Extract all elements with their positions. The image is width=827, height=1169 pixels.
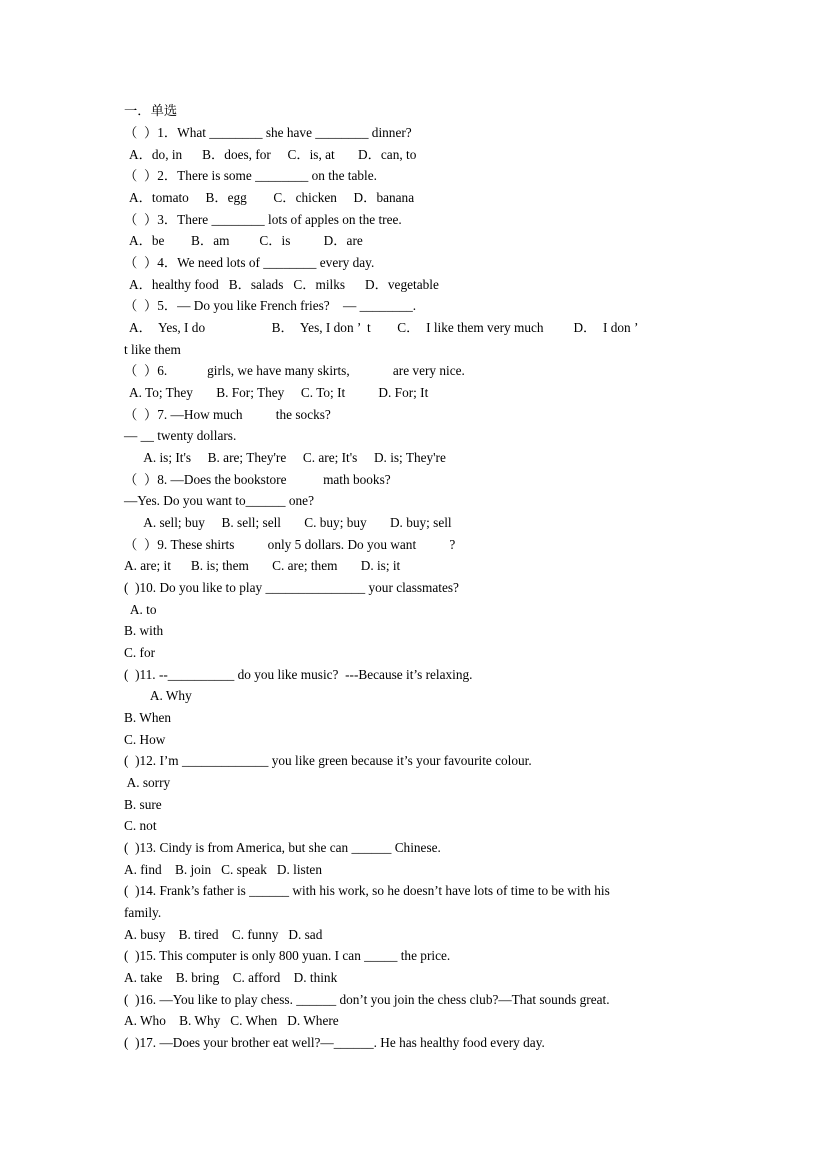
question-line: ( )16. —You like to play chess. ______ don’t you join the chess club?—That sounds great. [124, 992, 610, 1007]
option-line: B. with [124, 623, 164, 638]
option-line: A. are; it B. is; them C. are; them D. is; it [124, 558, 401, 573]
question-line: （ ）4．We need lots of ________ every day. [124, 255, 375, 270]
option-line: C. How [124, 732, 166, 747]
option-line: C. not [124, 818, 157, 833]
question-line: ( )17. —Does your brother eat well?—______. He has healthy food every day. [124, 1035, 545, 1050]
option-line-continued: t like them [124, 342, 181, 357]
option-line: A. sell; buy B. sell; sell C. buy; buy D. buy; sell [124, 515, 452, 530]
option-line: A．healthy food B．salads C．milks D．vegetable [129, 277, 439, 292]
option-line: A. Who B. Why C. When D. Where [124, 1013, 339, 1028]
question-line: （ ）1．What ________ she have ________ dinner? [124, 125, 412, 140]
question-line: （ ）8. —Does the bookstore math books? [124, 472, 391, 487]
question-line: ( )12. I’m _____________ you like green because it’s your favourite colour. [124, 753, 532, 768]
question-line: — __ twenty dollars. [124, 428, 237, 443]
question-line: ( )13. Cindy is from America, but she can ______ Chinese. [124, 840, 441, 855]
question-line: ( )10. Do you like to play _______________ your classmates? [124, 580, 459, 595]
question-line: （ ）9. These shirts only 5 dollars. Do you want ? [124, 537, 456, 552]
option-line: A. To; They B. For; They C. To; It D. For; It [129, 385, 429, 400]
option-line: A．tomato B．egg C．chicken D．banana [129, 190, 415, 205]
option-line: B. When [124, 710, 172, 725]
question-line: （ ）7. —How much the socks? [124, 407, 331, 422]
question-line: （ ）6. girls, we have many skirts, are very nice. [124, 363, 465, 378]
option-line: A. busy B. tired C. funny D. sad [124, 927, 323, 942]
option-line: A．be B．am C．is D．are [129, 233, 363, 248]
question-line: ( )14. Frank’s father is ______ with his work, so he doesn’t have lots of time to be with his [124, 883, 610, 898]
option-line: A. take B. bring C. afford D. think [124, 970, 338, 985]
question-line: （ ）3．There ________ lots of apples on the tree. [124, 212, 402, 227]
option-line: A． Yes, I do B． Yes, I don ’ t C． I like them very much D． I don ’ [129, 320, 639, 335]
option-line: C. for [124, 645, 156, 660]
option-line: B. sure [124, 797, 162, 812]
question-line: ( )15. This computer is only 800 yuan. I can _____ the price. [124, 948, 451, 963]
question-line: —Yes. Do you want to______ one? [124, 493, 314, 508]
option-line: A. to [124, 602, 157, 617]
question-line-continued: family. [124, 905, 162, 920]
option-line: A．do, in B．does, for C．is, at D．can, to [129, 147, 417, 162]
question-line: （ ）2．There is some ________ on the table. [124, 168, 377, 183]
question-line: （ ）5．— Do you like French fries? — ________. [124, 298, 417, 313]
question-line: ( )11. --__________ do you like music? ---Because it’s relaxing. [124, 667, 473, 682]
option-line: A. sorry [124, 775, 171, 790]
option-line: A. is; It's B. are; They're C. are; It's D. is; They're [124, 450, 446, 465]
section-title: 一．单选 [124, 103, 178, 118]
option-line: A. Why [124, 688, 192, 703]
option-line: A. find B. join C. speak D. listen [124, 862, 322, 877]
